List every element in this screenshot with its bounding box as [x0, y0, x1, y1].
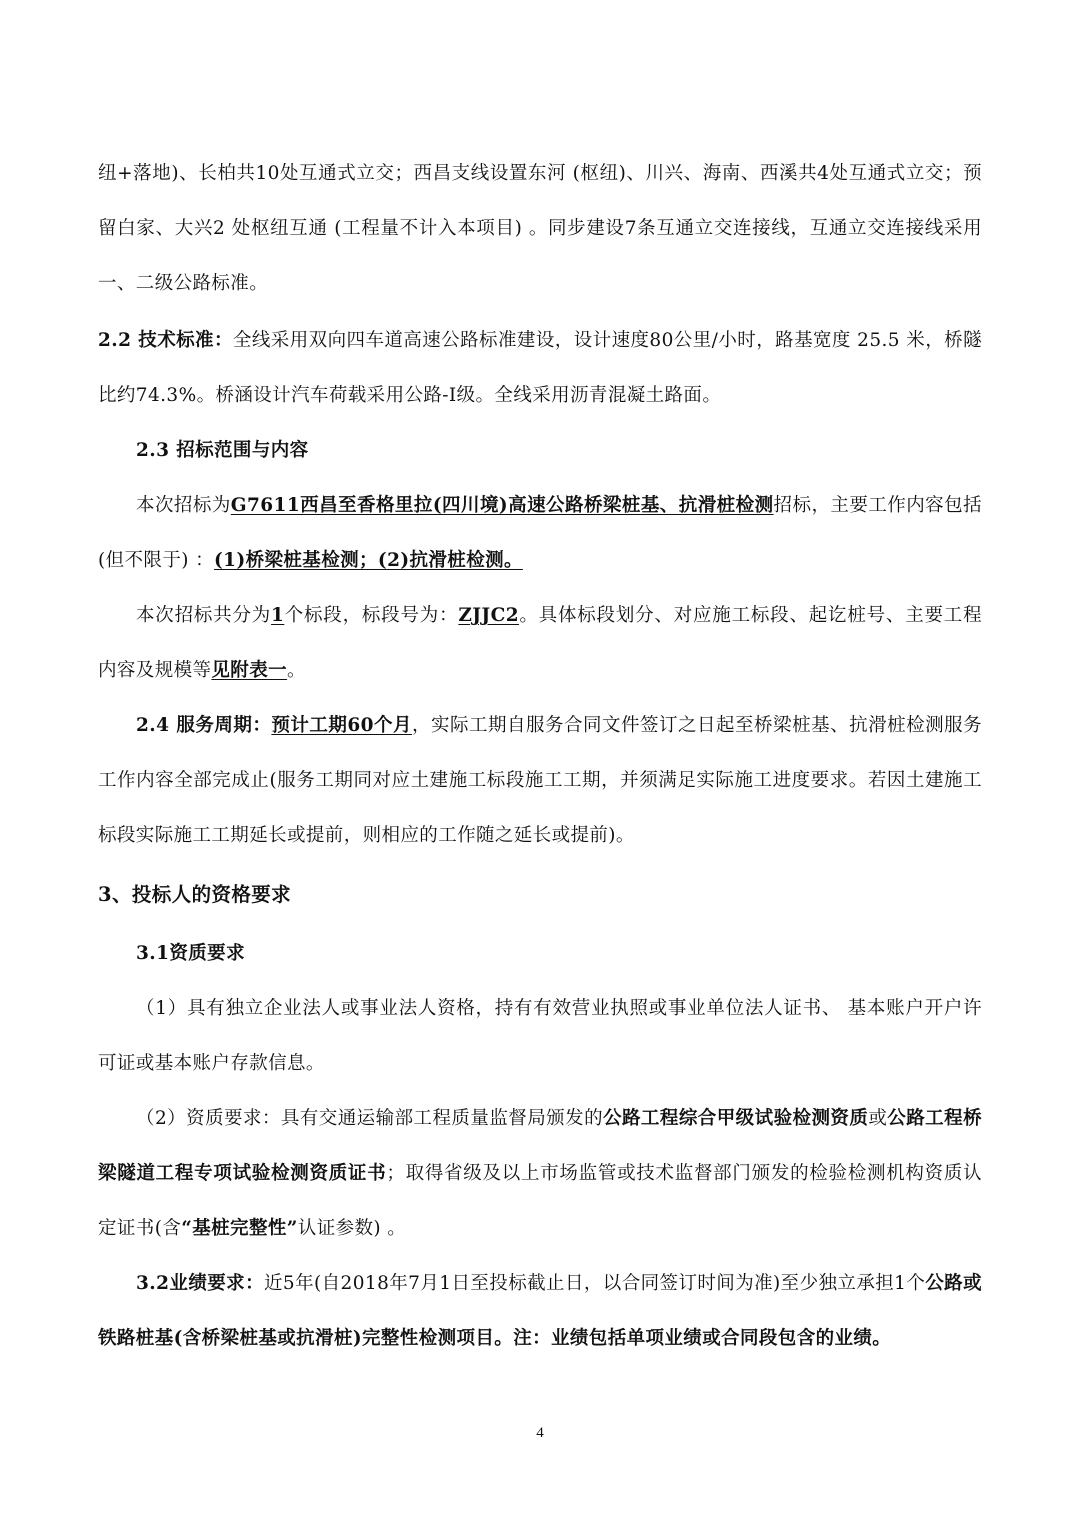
appendix-reference: 见附表一	[211, 660, 288, 681]
section-2-continued-paragraph	[98, 146, 982, 311]
performance-requirement: 公路或铁路桩基(含桥梁桩基或抗滑桩)完整性检测项目。注：业绩包括单项业绩或合同段包含的业绩。	[98, 1273, 982, 1349]
text-span: 近5年(自2018年7月1日至投标截止日，以合同签订时间为准)至少独立承担1个	[263, 1273, 926, 1294]
text-span: 个标段，标段号为：	[284, 605, 459, 626]
work-items: (1)桥梁桩基检测；(2)抗滑桩检测。	[214, 550, 523, 571]
project-name: G7611西昌至香格里拉(四川境)高速公路桥梁桩基、抗滑桩检测	[230, 495, 774, 516]
qualification-2: 公路工程桥梁隧道工程专项试验检测资质证书	[98, 1108, 982, 1184]
text-span: 。具体标段划分、对应施工标段、起讫桩号、主要工程内容及规模等	[98, 605, 982, 681]
text-span: ；取得省级及以上市场监管或技术监督部门颁发的检验检测机构资质认定证书(含	[98, 1163, 982, 1239]
text-span: （2）资质要求：具有交通运输部工程质量监督局颁发的	[136, 1108, 604, 1129]
section-2-4-paragraph	[98, 698, 982, 863]
section-3-1-heading: 3.1资质要求	[136, 943, 245, 964]
section-2-4-text: ，实际工期自服务合同文件签订之日起至桥梁桩基、抗滑桩检测服务工作内容全部完成止(服务工期同对应土建施工标段施工工期，并须满足实际施工进度要求。若因土建施工标段实际施工工期延长或提前，则相应的工作随之延长或提前)。	[98, 715, 982, 846]
section-code: ZJJC2	[458, 605, 519, 626]
section-3-1-item-2	[98, 1091, 982, 1256]
text-span: 本次招标为	[136, 495, 231, 516]
section-2-3-heading: 2.3 招标范围与内容	[136, 440, 309, 461]
page-number: 4	[536, 1425, 544, 1441]
certification-parameter: “基桩完整性”	[181, 1218, 298, 1239]
service-period: 预计工期60个月	[271, 715, 413, 736]
section-3-heading: 3、投标人的资格要求	[98, 883, 292, 906]
section-2-2-text: 全线采用双向四车道高速公路标准建设，设计速度80公里/小时，路基宽度 25.5 米，桥隧比约74.3%。桥涵设计汽车荷载采用公路-I级。全线采用沥青混凝土路面。	[98, 330, 982, 406]
text-span: 招标，主要工作内容包括(但不限于) ：	[98, 495, 982, 571]
section-2-2-paragraph	[98, 313, 982, 423]
section-3-2-paragraph	[98, 1256, 982, 1366]
text-span: 或	[868, 1108, 888, 1129]
item-text: （1）具有独立企业法人或事业法人资格，持有有效营业执照或事业单位法人证书、 基本账户开户许可证或基本账户存款信息。	[98, 998, 982, 1074]
paragraph-text: 纽+落地)、长柏共10处互通式立交；西昌支线设置东河 (枢纽)、川兴、海南、西溪共4处互通式立交；预留白家、大兴2 处枢纽互通 (工程量不计入本项目) 。同步建设7条互通立交连接线，互通立交连接线采用一、二级公路标准。	[98, 163, 982, 294]
text-span: 。	[287, 660, 306, 681]
text-span: 认证参数) 。	[297, 1218, 407, 1239]
section-3-2-label: 3.2业绩要求：	[136, 1273, 264, 1294]
section-2-2-label: 2.2 技术标准：	[98, 330, 233, 351]
qualification-1: 公路工程综合甲级试验检测资质	[603, 1108, 869, 1129]
section-2-3-paragraph-1	[98, 478, 982, 588]
section-2-4-label: 2.4 服务周期：	[136, 715, 272, 736]
text-span: 本次招标共分为	[136, 605, 272, 626]
section-3-1-item-1	[98, 981, 982, 1091]
section-2-3-paragraph-2	[98, 588, 982, 698]
page-content	[98, 146, 982, 1366]
section-count: 1	[271, 605, 285, 626]
